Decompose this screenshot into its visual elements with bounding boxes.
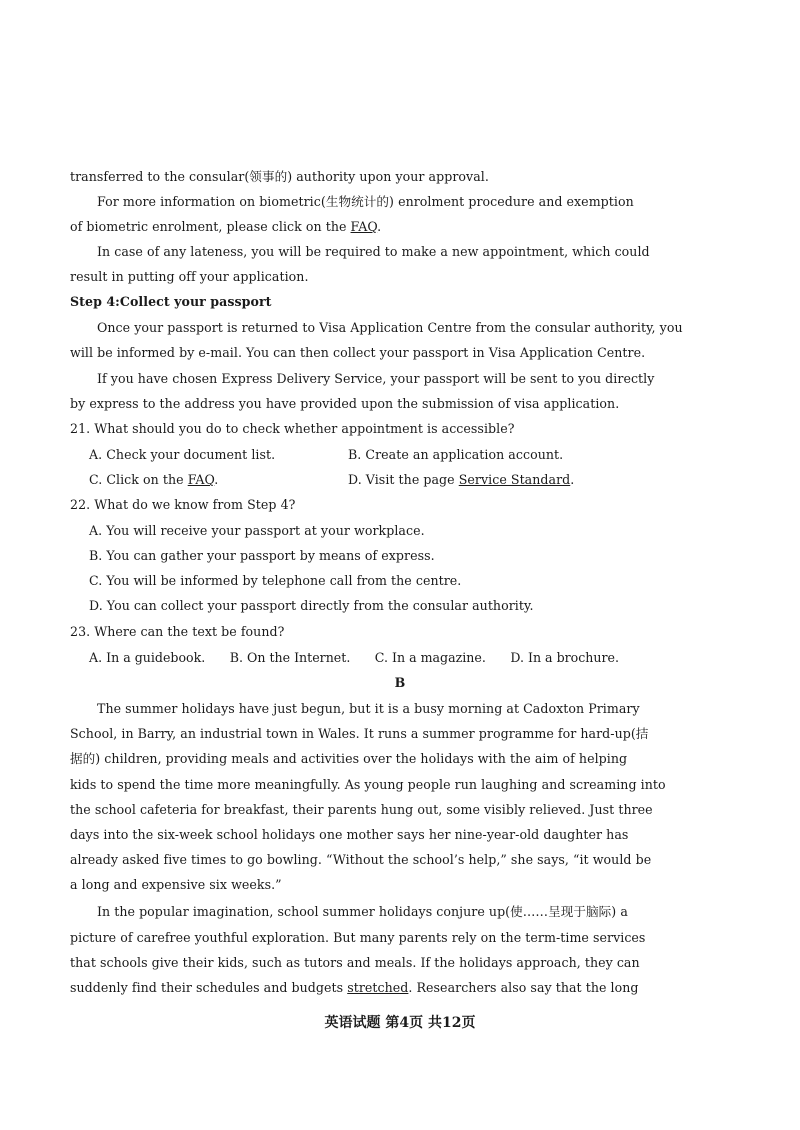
faq-link[interactable]: FAQ [350, 219, 378, 234]
passage-b-line: that schools give their kids, such as tutors and meals. If the holidays approach, they can [70, 955, 640, 970]
q23-option-a: A. In a guidebook. [89, 650, 206, 665]
passage-b-line [70, 980, 639, 996]
q23-option-d: D. In a brochure. [510, 650, 619, 665]
passage-b-line: a long and expensive six weeks.” [70, 877, 282, 892]
text-span: of biometric enrolment, please click on the [70, 219, 351, 234]
passage-line: by express to the address you have provided upon the submission of visa application. [70, 396, 620, 411]
page-footer: 英语试题 第4页 共12页 [324, 1015, 476, 1031]
question-21-stem: 21. What should you do to check whether appointment is accessible? [70, 421, 515, 436]
step4-heading: Step 4:Collect your passport [70, 294, 272, 309]
passage-b-line: days into the six-week school holidays one mother says her nine-year-old daughter has [70, 827, 629, 842]
passage-line: will be informed by e-mail. You can then collect your passport in Visa Application Centre. [70, 345, 646, 360]
passage-b-line: the school cafeteria for breakfast, their parents hung out, some visibly relieved. Just three [70, 802, 653, 817]
passage-b-line: picture of carefree youthful exploration. But many parents rely on the term-time services [70, 930, 646, 945]
q22-option-b: B. You can gather your passport by means of express. [89, 548, 435, 563]
passage-line: result in putting off your application. [70, 269, 309, 284]
passage-line: Once your passport is returned to Visa Application Centre from the consular authority, you [97, 320, 683, 335]
text-span: . Researchers also say that the long [408, 980, 639, 995]
text-span: D. Visit the page [348, 472, 459, 487]
text-span: . [214, 472, 219, 487]
passage-line: If you have chosen Express Delivery Service, your passport will be sent to you directly [97, 371, 655, 386]
text-span: . [377, 219, 382, 234]
text-span: suddenly find their schedules and budgets [70, 980, 348, 995]
q22-option-a: A. You will receive your passport at your workplace. [89, 523, 425, 538]
passage-b-line: The summer holidays have just begun, but it is a busy morning at Cadoxton Primary [97, 701, 640, 716]
question-22-stem: 22. What do we know from Step 4? [70, 497, 296, 512]
faq-link[interactable]: FAQ [187, 472, 215, 487]
stretched-word: stretched [347, 980, 409, 995]
q23-option-c: C. In a magazine. [374, 650, 486, 665]
q21-option-d [348, 472, 800, 488]
q21-option-a: A. Check your document list. [89, 447, 276, 462]
passage-b-line: kids to spend the time more meaningfully. As young people run laughing and screaming into [70, 777, 666, 792]
passage-line: For more information on biometric(生物统计的) enrolment procedure and exemption [97, 194, 634, 209]
passage-b-line: already asked five times to go bowling. “Without the school’s help,” she says, “it would be [70, 852, 652, 867]
passage-line: transferred to the consular(领事的) authority upon your approval. [70, 169, 489, 184]
section-b-heading: B [394, 675, 406, 690]
service-standard-link[interactable]: Service Standard [458, 472, 571, 487]
q22-option-d: D. You can collect your passport directly from the consular authority. [89, 598, 534, 613]
passage-b-line: In the popular imagination, school summer holidays conjure up(使……呈现于脑际) a [97, 904, 628, 919]
passage-b-line: School, in Barry, an industrial town in Wales. It runs a summer programme for hard-up(拮 [70, 726, 649, 741]
q21-option-b: B. Create an application account. [348, 447, 564, 462]
question-23-stem: 23. Where can the text be found? [70, 624, 285, 639]
q23-option-b: B. On the Internet. [229, 650, 351, 665]
q22-option-c: C. You will be informed by telephone call from the centre. [89, 573, 462, 588]
passage-b-line: 据的) children, providing meals and activities over the holidays with the aim of helping [70, 751, 628, 766]
passage-line [70, 219, 615, 235]
q23-options [89, 650, 619, 666]
passage-line: In case of any lateness, you will be required to make a new appointment, which could [97, 244, 650, 259]
text-span: C. Click on the [89, 472, 188, 487]
text-span: . [570, 472, 575, 487]
